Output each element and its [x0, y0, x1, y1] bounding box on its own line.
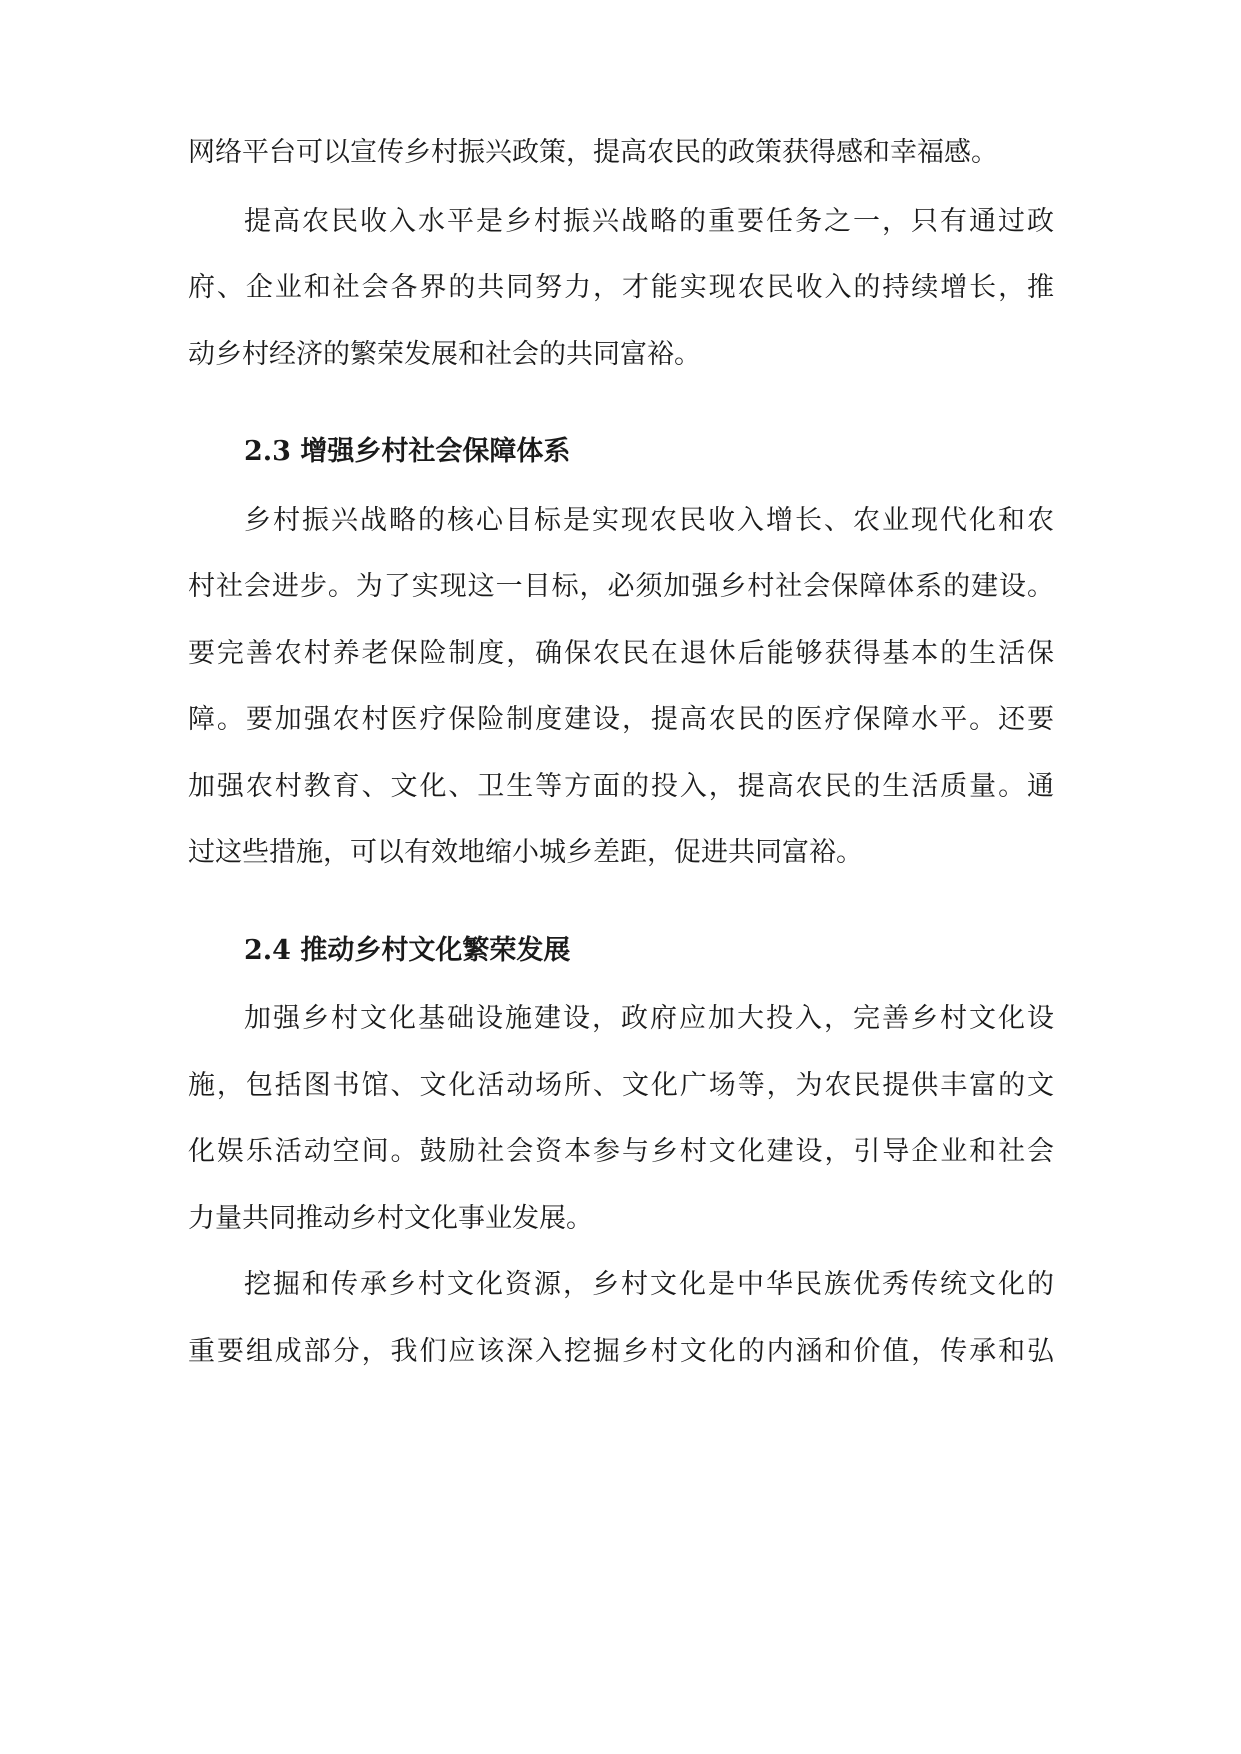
- paragraph-line: 要完善农村养老保险制度，确保农民在退休后能够获得基本的生活保: [188, 638, 1054, 669]
- paragraph-line: 施，包括图书馆、文化活动场所、文化广场等，为农民提供丰富的文: [188, 1070, 1054, 1101]
- paragraph-line: 网络平台可以宣传乡村振兴政策，提高农民的政策获得感和幸福感。: [188, 137, 998, 168]
- paragraph-line: 挖掘和传承乡村文化资源，乡村文化是中华民族优秀传统文化的: [244, 1269, 1054, 1300]
- paragraph-line: 动乡村经济的繁荣发展和社会的共同富裕。: [188, 339, 701, 370]
- section-heading: 2.4 推动乡村文化繁荣发展: [244, 935, 571, 966]
- paragraph-line: 府、企业和社会各界的共同努力，才能实现农民收入的持续增长，推: [188, 272, 1054, 303]
- paragraph-line: 村社会进步。为了实现这一目标，必须加强乡村社会保障体系的建设。: [188, 571, 1054, 602]
- paragraph-line: 提高农民收入水平是乡村振兴战略的重要任务之一，只有通过政: [244, 206, 1054, 237]
- paragraph-line: 过这些措施，可以有效地缩小城乡差距，促进共同富裕。: [188, 837, 863, 868]
- paragraph-line: 加强乡村文化基础设施建设，政府应加大投入，完善乡村文化设: [244, 1003, 1054, 1034]
- paragraph-line: 化娱乐活动空间。鼓励社会资本参与乡村文化建设，引导企业和社会: [188, 1136, 1054, 1167]
- paragraph-line: 加强农村教育、文化、卫生等方面的投入，提高农民的生活质量。通: [188, 771, 1054, 802]
- paragraph-line: 力量共同推动乡村文化事业发展。: [188, 1203, 593, 1234]
- paragraph-line: 障。要加强农村医疗保险制度建设，提高农民的医疗保障水平。还要: [188, 704, 1054, 735]
- paragraph-line: 重要组成部分，我们应该深入挖掘乡村文化的内涵和价值，传承和弘: [188, 1336, 1054, 1367]
- paragraph-line: 乡村振兴战略的核心目标是实现农民收入增长、农业现代化和农: [244, 505, 1054, 536]
- section-heading: 2.3 增强乡村社会保障体系: [244, 436, 571, 467]
